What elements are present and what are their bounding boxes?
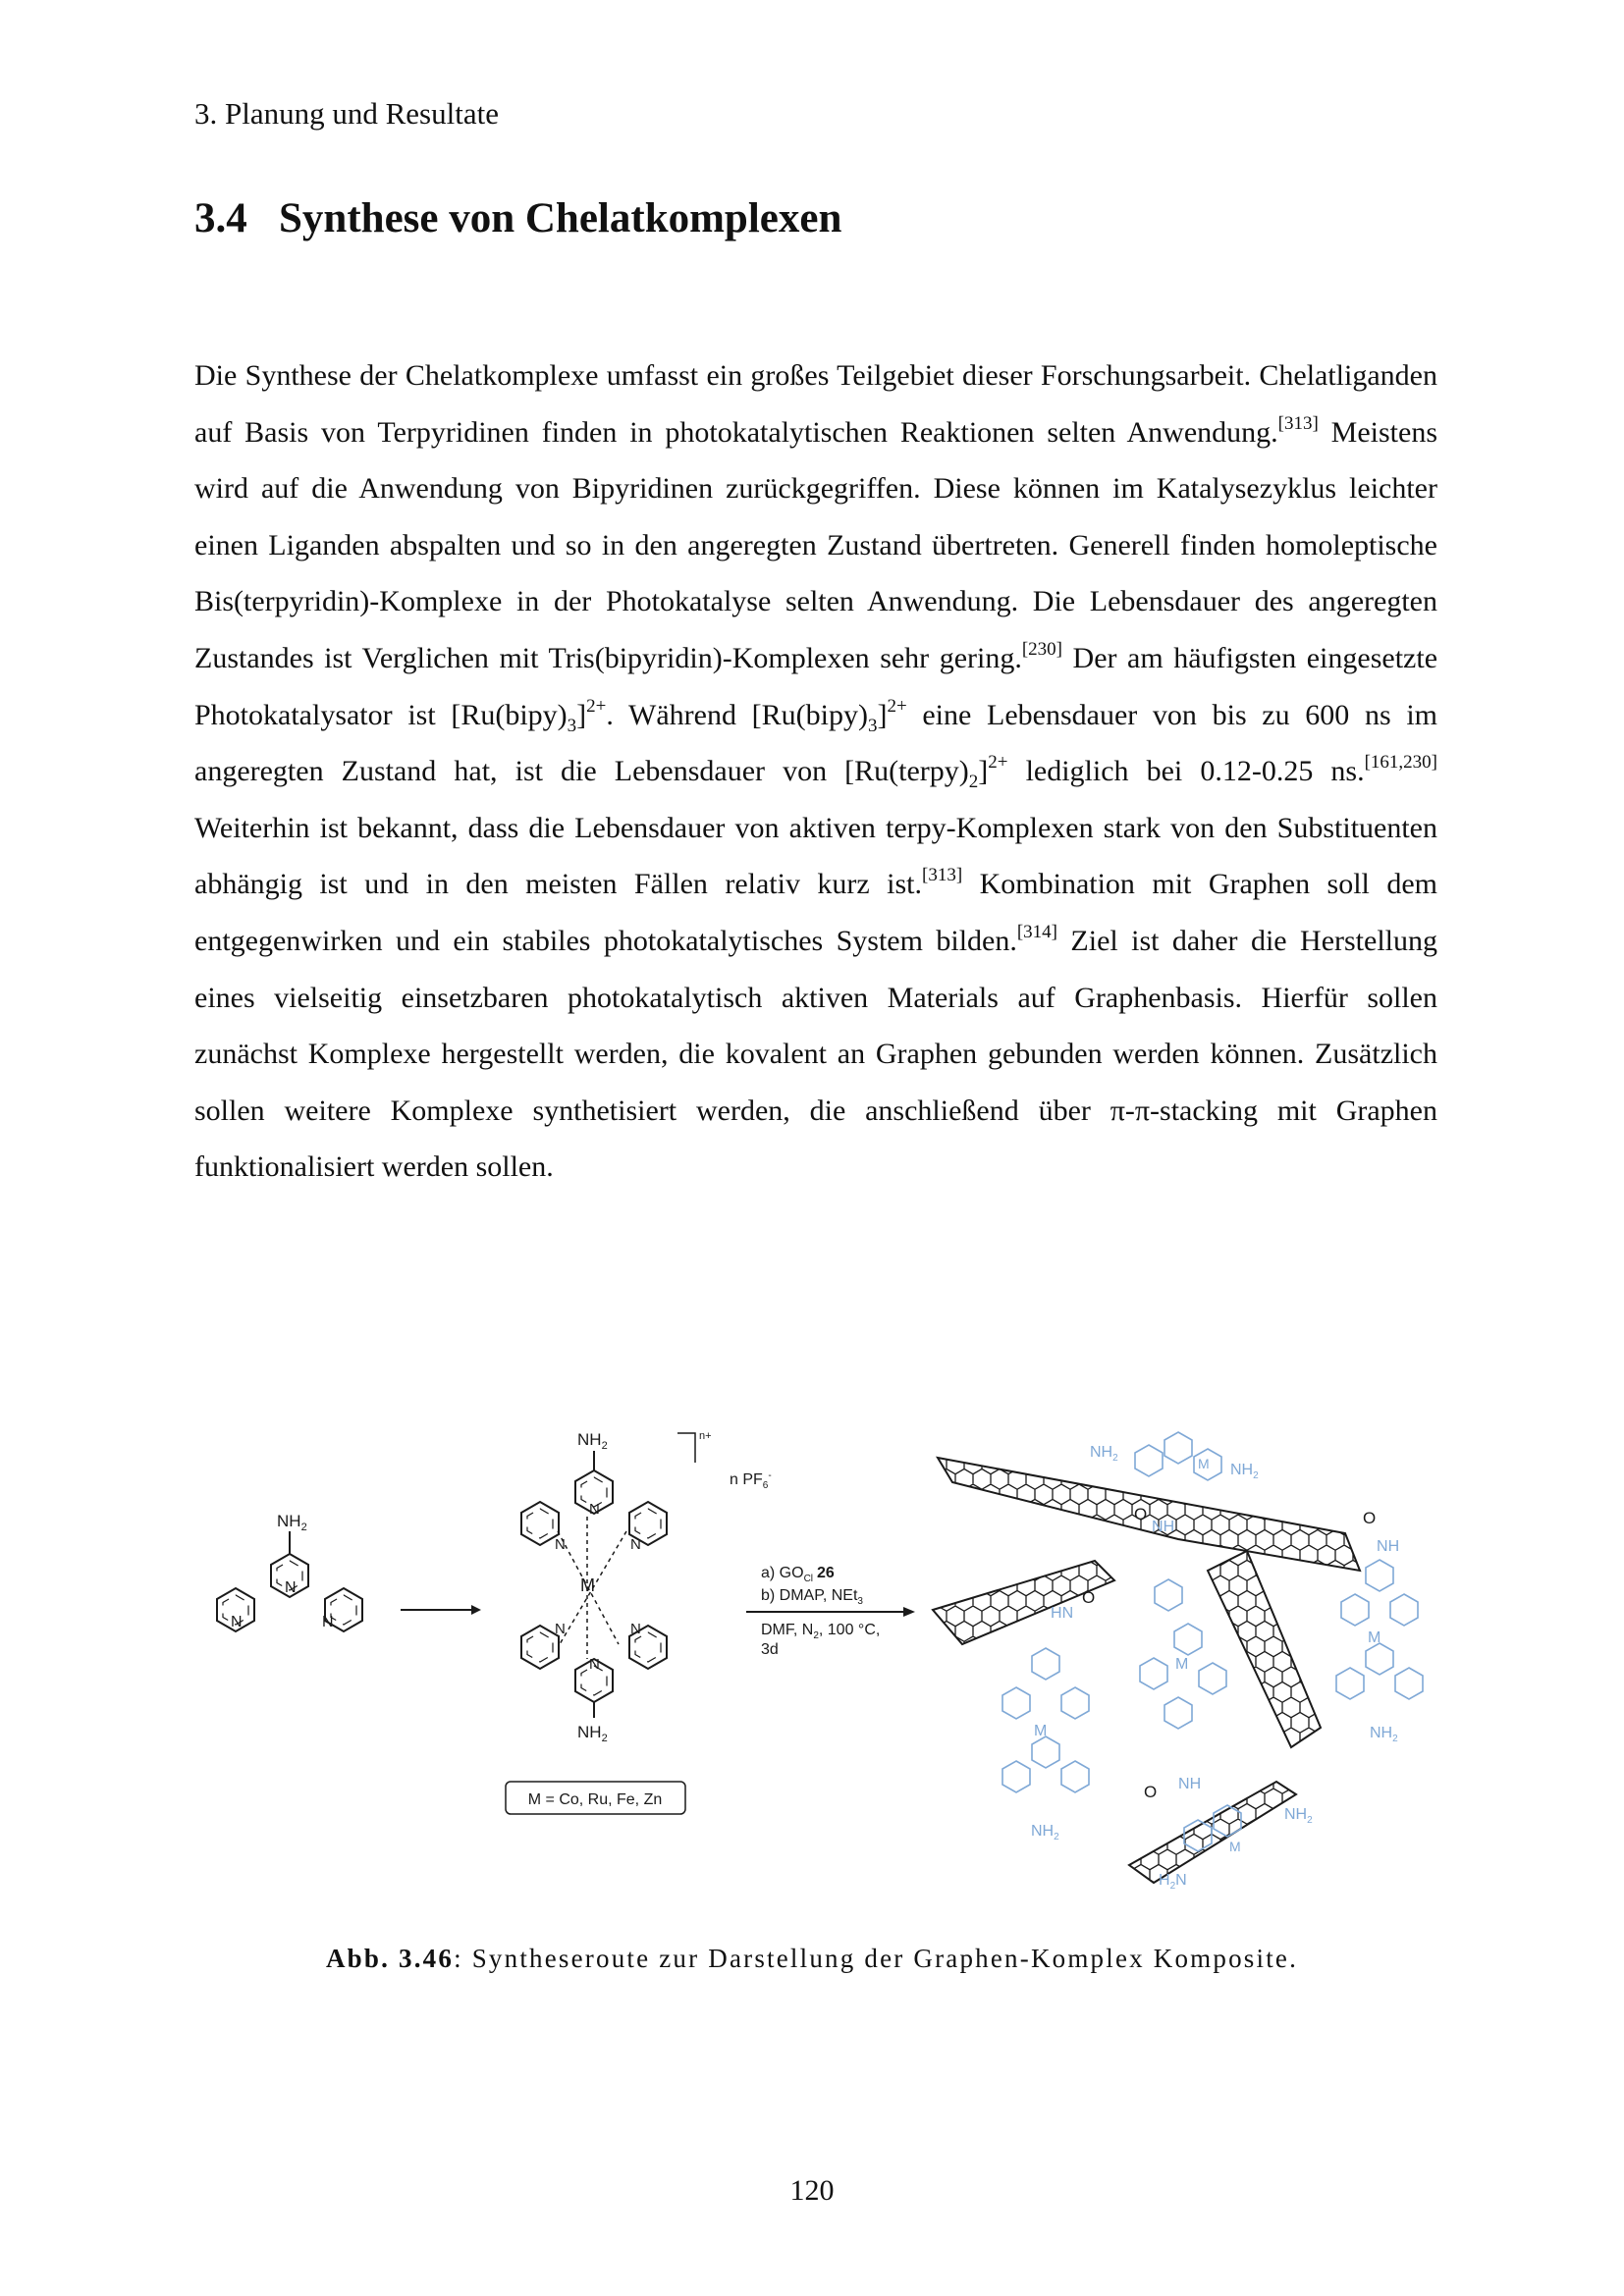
metal-complex	[506, 1430, 772, 1814]
nitrogen-label: N	[630, 1621, 641, 1637]
nitrogen-label: N	[231, 1614, 243, 1630]
metal-label: M	[1198, 1456, 1210, 1471]
text-run: . Während [Ru(bipy)	[606, 698, 868, 731]
metal-legend: M = Co, Ru, Fe, Zn	[527, 1791, 663, 1808]
amine-label: $NH_2$	[1031, 1823, 1059, 1842]
text-run: Ziel ist daher die Herstellung eines vielseitig einsetzbaren photokatalytisch aktiven Materials auf Graphenbasis. Hierfür sollen zunächst Komplexe hergestellt werden, die kovalent an Graphen gebunden werden können. Zusätzlich sollen weitere Komplexe synthetisiert werden, die anschließend über π-π-stacking mit Graphen funktionalisiert werden sollen.	[194, 924, 1437, 1184]
amine-label: $NH_2$	[277, 1512, 307, 1533]
text-run: ]	[877, 698, 888, 731]
text-run: eine Lebensdauer von bis zu 600 ns im angeregten Zustand hat, ist die Lebensdauer von [Ru(terpy)	[194, 698, 1437, 788]
nitrogen-label: N	[285, 1579, 297, 1596]
subscript: 3	[867, 715, 878, 736]
text-run: Kombination mit Graphen soll dem entgegenwirken und ein stabiles photokatalytisches System bilden.	[194, 868, 1437, 957]
oxygen-label: O	[1144, 1783, 1158, 1801]
metal-label: M	[1368, 1629, 1381, 1646]
subscript: 2	[968, 772, 979, 793]
condition-a: a) $GO_{Cl}$ 26	[761, 1565, 835, 1584]
text-run: Weiterhin ist bekannt, dass die Lebensdauer von aktiven terpy-Komplexen stark von den Substituenten abhängig ist und in den meisten Fällen relativ kurz ist.	[194, 811, 1437, 901]
terpyridine-ligand	[217, 1512, 362, 1631]
citation: [314]	[1016, 921, 1058, 942]
text-run: lediglich bei 0.12-0.25 ns.	[1007, 755, 1365, 788]
graphene-composite	[933, 1432, 1423, 1892]
running-head: 3. Planung und Resultate	[194, 96, 499, 131]
text-run: ]	[978, 755, 989, 788]
text-run: Der am häufigsten eingesetzte Photokatalysator ist [Ru(bipy)	[194, 641, 1438, 731]
amine-label: $H_2N$	[1159, 1872, 1187, 1892]
metal-label: M	[1175, 1656, 1189, 1673]
page-number: 120	[789, 2174, 835, 2207]
citation: [230]	[1021, 638, 1063, 660]
arrowhead-icon	[903, 1607, 915, 1617]
nitrogen-label: N	[589, 1501, 600, 1518]
amine-label: $NH_2$	[577, 1723, 608, 1744]
citation: [313]	[1277, 412, 1319, 434]
amine-label: $NH_2$	[577, 1430, 608, 1452]
oxygen-label: O	[1134, 1505, 1148, 1523]
text-run: Die Synthese der Chelatkomplexe umfasst ein großes Teilgebiet dieser Forschungsarbeit. Chelatliganden auf Basis von Terpyridinen finden in photokatalytischen Reaktionen selten Anwendung.	[194, 359, 1437, 449]
figure-label: Abb. 3.46	[325, 1944, 455, 1973]
amine-label: $NH_2$	[1090, 1444, 1118, 1464]
metal-label: M	[1229, 1839, 1241, 1854]
nitrogen-label: N	[630, 1536, 641, 1553]
citation: [313]	[922, 865, 963, 886]
body-paragraph	[194, 347, 1437, 1196]
graphene-sheet	[938, 1458, 1360, 1571]
amide-label: NH	[1377, 1538, 1400, 1555]
section-title-text: Synthese von Chelatkomplexen	[279, 195, 842, 241]
oxygen-label: O	[1082, 1588, 1096, 1607]
graphene-sheet	[1208, 1551, 1321, 1747]
text-run: Meistens wird auf die Anwendung von Bipyridinen zurückgegriffen. Diese können im Katalysezyklus leichter einen Liganden abspalten und so in den angeregten Zustand übertreten. Generell finden homoleptische Bis(terpyridin)-Komplexe in der Photokatalyse selten Anwendung. Die Lebensdauer des angeregten Zustandes ist Verglichen mit Tris(bipyridin)-Komplexen sehr gering.	[194, 415, 1437, 674]
nitrogen-label: N	[555, 1536, 566, 1553]
metal-label: M	[1034, 1723, 1048, 1739]
synthesis-scheme	[187, 1423, 1443, 1904]
section-number: 3.4	[194, 195, 247, 241]
nitrogen-label: N	[322, 1614, 334, 1630]
figure-caption	[0, 1944, 1624, 1974]
counterion-label: n $PF_6^-$	[730, 1470, 772, 1491]
amide-label: NH	[1152, 1519, 1175, 1535]
nitrogen-label: N	[589, 1656, 600, 1673]
amine-label: $NH_2$	[1284, 1806, 1313, 1826]
nitrogen-label: N	[555, 1621, 566, 1637]
citation: [161,230]	[1364, 752, 1437, 774]
subscript: 3	[567, 715, 577, 736]
condition-b: b) DMAP, NEt$_3$	[761, 1587, 863, 1607]
arrowhead-icon	[471, 1605, 481, 1615]
amide-label: HN	[1051, 1605, 1074, 1622]
superscript: 2+	[887, 695, 907, 717]
superscript: 2+	[586, 695, 607, 717]
superscript: 2+	[988, 752, 1008, 774]
amine-label: $NH_2$	[1230, 1462, 1259, 1481]
reaction-conditions	[746, 1565, 915, 1658]
amine-label: $NH_2$	[1370, 1725, 1398, 1744]
metal-label: M	[580, 1575, 595, 1595]
charge-label: n+	[699, 1430, 712, 1442]
condition-c: DMF, $N_2$, 100 °C,	[761, 1622, 881, 1641]
text-run: ]	[576, 698, 587, 731]
condition-d: 3d	[761, 1641, 779, 1658]
section-title	[194, 194, 841, 242]
figure-caption-text: : Syntheseroute zur Darstellung der Graphen-Komplex Komposite.	[454, 1944, 1299, 1973]
amide-label: NH	[1178, 1776, 1202, 1792]
oxygen-label: O	[1363, 1509, 1377, 1527]
